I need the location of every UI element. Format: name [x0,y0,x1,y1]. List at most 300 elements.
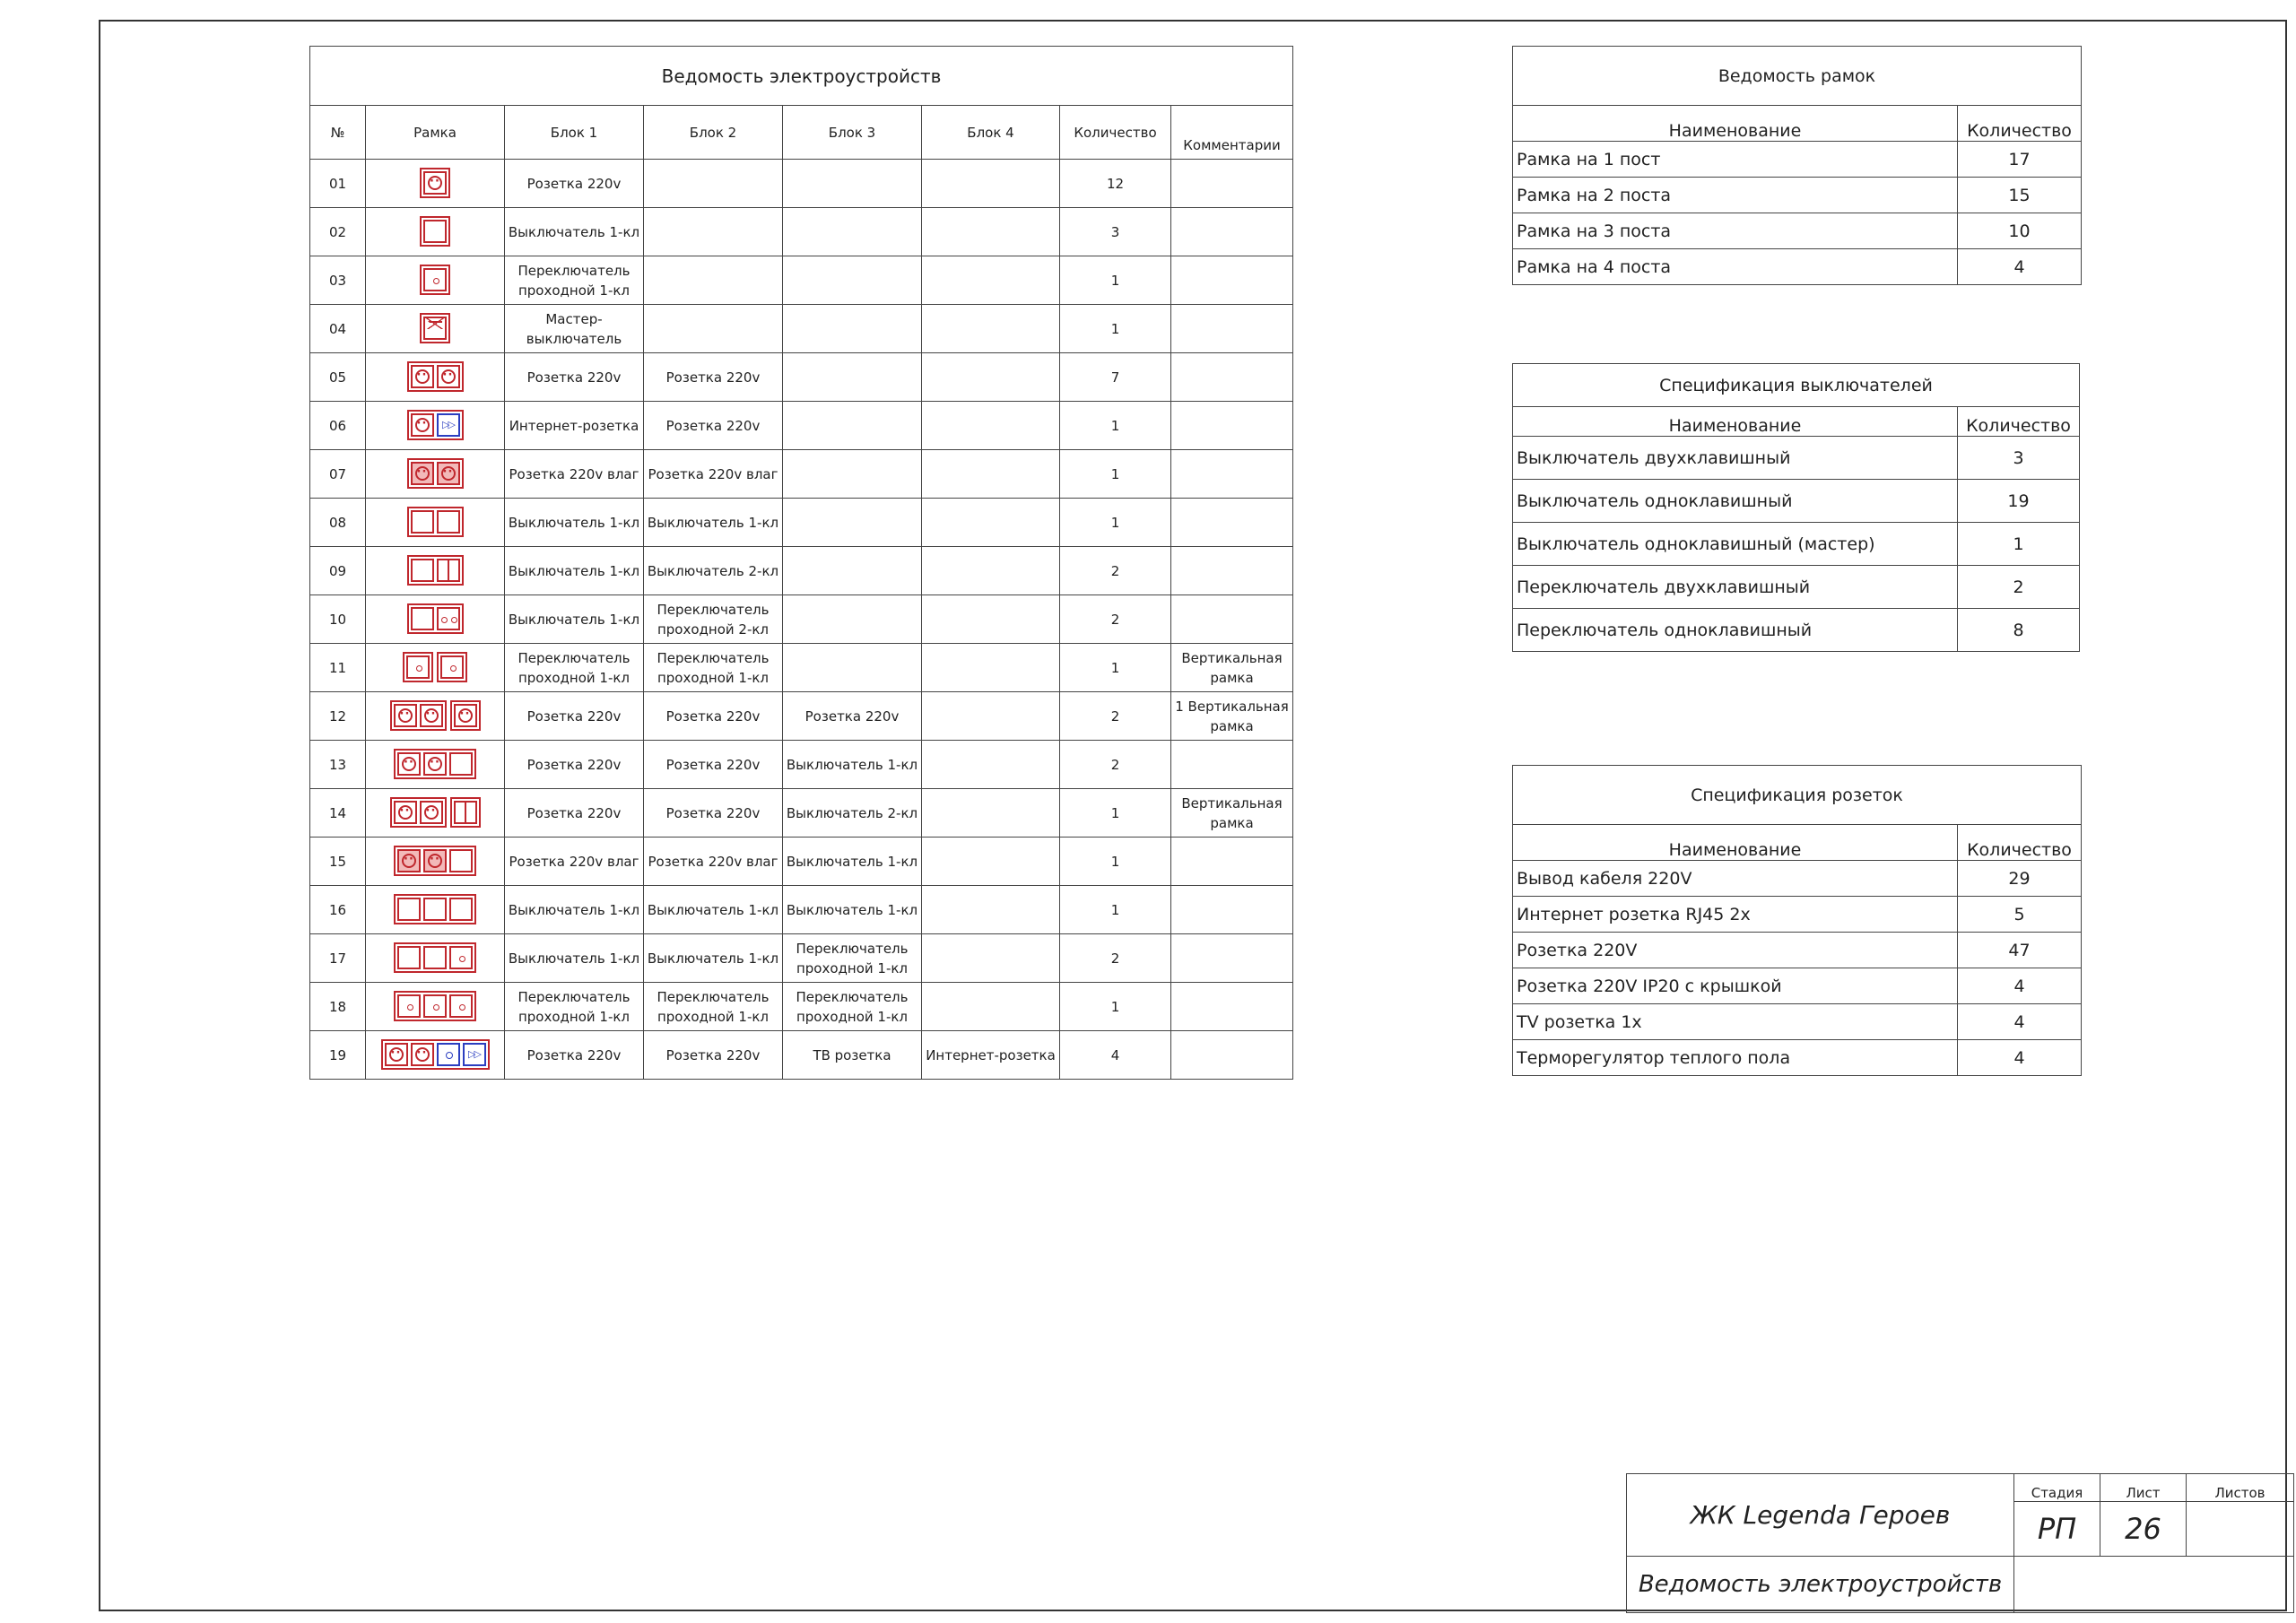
quantity: 1 [1060,402,1171,450]
item-qty: 8 [1958,609,2080,652]
item-name: Рамка на 4 поста [1513,249,1958,285]
comment [1171,305,1293,353]
table-row [1513,861,2082,897]
col-header: Комментарии [1171,106,1293,160]
frame-cell [366,886,505,934]
block-1: Интернет-розетка [505,402,644,450]
quantity: 1 [1060,983,1171,1031]
wet-socket-icon [397,849,421,872]
table-row [310,208,1293,256]
quantity: 1 [1060,305,1171,353]
frame-icon [381,1039,490,1070]
block-3 [783,547,922,595]
block-2: Выключатель 1-кл [644,886,783,934]
block-3 [783,160,922,208]
block-3 [783,402,922,450]
socket-icon [420,801,443,824]
table-row [1513,609,2080,652]
switch-icon [423,946,447,969]
quantity: 3 [1060,208,1171,256]
frame-icon [403,652,433,682]
block-4 [922,402,1060,450]
item-name: Выключатель одноклавишный [1513,480,1958,523]
frame-icon [407,507,464,537]
item-name: Рамка на 2 поста [1513,178,1958,213]
col-header-qty: Количество [1958,825,2082,861]
block-3 [783,305,922,353]
frame-cell [366,499,505,547]
block-3: Выключатель 2-кл [783,789,922,838]
pass-switch-2-icon [437,607,460,630]
frame-cell [366,644,505,692]
sheets-count [2187,1502,2294,1557]
socket-icon [454,704,477,727]
frame-icon [407,410,464,440]
stage-label: Стадия [2014,1474,2100,1502]
item-name: Рамка на 1 пост [1513,142,1958,178]
socket-icon [423,752,447,776]
frame-icon [407,555,464,586]
block-4 [922,838,1060,886]
socket-icon [411,365,434,388]
col-header-name: Наименование [1513,825,1958,861]
block-3: Выключатель 1-кл [783,741,922,789]
block-4 [922,353,1060,402]
block-4 [922,789,1060,838]
quantity: 2 [1060,595,1171,644]
block-2: Розетка 220v влаг [644,450,783,499]
table-row [1513,249,2082,285]
sheet-title: Ведомость электроустройств [1627,1557,2014,1613]
block-1: Выключатель 1-кл [505,208,644,256]
item-qty: 4 [1958,968,2082,1004]
table-row [1513,480,2080,523]
table-row [310,547,1293,595]
block-4 [922,741,1060,789]
table-row [1513,142,2082,178]
pass-switch-icon [406,655,430,679]
row-number: 15 [310,838,366,886]
table-row [1513,437,2080,480]
sockets-table-title: Спецификация розеток [1513,766,2082,825]
table-row [310,595,1293,644]
socket-icon [394,704,417,727]
col-header-qty: Количество [1958,407,2080,437]
item-name: Выключатель одноклавишный (мастер) [1513,523,1958,566]
block-2: Выключатель 1-кл [644,934,783,983]
sockets-table [1512,765,2082,1076]
quantity: 2 [1060,934,1171,983]
item-qty: 10 [1958,213,2082,249]
frame-cell [366,160,505,208]
item-name: Рамка на 3 поста [1513,213,1958,249]
frames-table-title: Ведомость рамок [1513,47,2082,106]
item-qty: 5 [1958,897,2082,933]
switch-2-icon [437,559,460,582]
frame-cell [366,789,505,838]
block-2: Розетка 220v [644,692,783,741]
col-header: Блок 2 [644,106,783,160]
sheet-number: 26 [2100,1502,2187,1557]
block-1: Переключатель проходной 1-кл [505,644,644,692]
comment [1171,983,1293,1031]
block-4 [922,886,1060,934]
tv-socket-icon [437,1043,460,1066]
switch-icon [449,898,473,921]
row-number: 02 [310,208,366,256]
table-row [310,1031,1293,1080]
socket-icon [394,801,417,824]
block-3: Выключатель 1-кл [783,838,922,886]
row-number: 08 [310,499,366,547]
frame-icon [420,313,450,343]
socket-icon [420,704,443,727]
comment: Вертикальная рамка [1171,789,1293,838]
table-row [310,305,1293,353]
row-number: 01 [310,160,366,208]
socket-icon [423,171,447,195]
row-number: 03 [310,256,366,305]
table-row [310,886,1293,934]
devices-table-header [310,106,1293,160]
block-1: Выключатель 1-кл [505,934,644,983]
quantity: 1 [1060,886,1171,934]
block-3: Выключатель 1-кл [783,886,922,934]
table-row [310,256,1293,305]
item-qty: 29 [1958,861,2082,897]
frame-cell [366,934,505,983]
block-2: Розетка 220v [644,1031,783,1080]
switches-table [1512,363,2080,652]
switch-2-icon [454,801,477,824]
block-1: Выключатель 1-кл [505,499,644,547]
block-2 [644,160,783,208]
comment [1171,886,1293,934]
frame-cell [366,402,505,450]
switch-icon [423,220,447,243]
block-4: Интернет-розетка [922,1031,1060,1080]
item-qty: 4 [1958,1004,2082,1040]
table-row [1513,933,2082,968]
block-3: ТВ розетка [783,1031,922,1080]
block-4 [922,547,1060,595]
table-row [310,499,1293,547]
row-number: 10 [310,595,366,644]
block-1: Переключатель проходной 1-кл [505,983,644,1031]
quantity: 1 [1060,499,1171,547]
block-1: Выключатель 1-кл [505,595,644,644]
frame-icon [450,700,481,731]
block-3: Переключатель проходной 1-кл [783,934,922,983]
switch-icon [397,946,421,969]
frame-cell [366,692,505,741]
block-3 [783,595,922,644]
block-3 [783,256,922,305]
comment [1171,547,1293,595]
item-qty: 15 [1958,178,2082,213]
comment [1171,499,1293,547]
table-row [1513,1040,2082,1076]
socket-icon [411,1043,434,1066]
quantity: 2 [1060,741,1171,789]
block-2: Розетка 220v [644,353,783,402]
switch-icon [423,898,447,921]
table-row [1513,178,2082,213]
col-header: Блок 3 [783,106,922,160]
socket-icon [437,365,460,388]
row-number: 06 [310,402,366,450]
frame-icon [407,458,464,489]
frame-cell [366,547,505,595]
block-4 [922,692,1060,741]
block-2: Переключатель проходной 2-кл [644,595,783,644]
block-2 [644,208,783,256]
switch-icon [397,898,421,921]
network-socket-icon [437,413,460,437]
devices-table-title: Ведомость электроустройств [310,47,1293,106]
block-4 [922,499,1060,547]
table-row [310,353,1293,402]
quantity: 1 [1060,644,1171,692]
item-name: Выключатель двухклавишный [1513,437,1958,480]
sheets-label: Листов [2187,1474,2294,1502]
row-number: 19 [310,1031,366,1080]
block-1: Розетка 220v [505,353,644,402]
row-number: 04 [310,305,366,353]
network-socket-icon [463,1043,486,1066]
frame-cell [366,741,505,789]
col-header: Рамка [366,106,505,160]
block-2: Переключатель проходной 1-кл [644,644,783,692]
block-2: Розетка 220v влаг [644,838,783,886]
frame-icon [407,603,464,634]
quantity: 1 [1060,789,1171,838]
comment: 1 Вертикальная рамка [1171,692,1293,741]
block-1: Мастер-выключатель [505,305,644,353]
block-3: Розетка 220v [783,692,922,741]
block-4 [922,160,1060,208]
comment [1171,1031,1293,1080]
item-name: Переключатель одноклавишный [1513,609,1958,652]
quantity: 1 [1060,838,1171,886]
frame-icon [420,265,450,295]
block-2: Переключатель проходной 1-кл [644,983,783,1031]
item-name: Терморегулятор теплого пола [1513,1040,1958,1076]
switch-icon [411,510,434,534]
table-row [310,450,1293,499]
block-3 [783,644,922,692]
pass-switch-icon [449,946,473,969]
quantity: 1 [1060,256,1171,305]
block-1: Розетка 220v влаг [505,838,644,886]
table-row [310,983,1293,1031]
table-row [1513,566,2080,609]
item-qty: 19 [1958,480,2080,523]
frame-cell [366,450,505,499]
block-4 [922,983,1060,1031]
switch-icon [411,559,434,582]
block-2 [644,305,783,353]
stage-value: РП [2014,1502,2100,1557]
table-row [310,160,1293,208]
pass-switch-icon [449,994,473,1018]
title-block [1626,1473,2294,1613]
table-row [1513,1004,2082,1040]
frame-icon [437,652,467,682]
block-2: Выключатель 1-кл [644,499,783,547]
col-header: Блок 1 [505,106,644,160]
switch-icon [437,510,460,534]
comment [1171,450,1293,499]
frames-table [1512,46,2082,285]
col-header: Количество [1060,106,1171,160]
row-number: 12 [310,692,366,741]
item-name: Вывод кабеля 220V [1513,861,1958,897]
frame-icon [407,361,464,392]
item-qty: 4 [1958,249,2082,285]
quantity: 12 [1060,160,1171,208]
block-3 [783,208,922,256]
socket-icon [411,413,434,437]
row-number: 17 [310,934,366,983]
block-3 [783,499,922,547]
frame-cell [366,595,505,644]
devices-table [309,46,1293,1080]
comment [1171,595,1293,644]
row-number: 14 [310,789,366,838]
frame-icon [394,991,476,1021]
block-2: Розетка 220v [644,741,783,789]
item-name: Розетка 220V IP20 с крышкой [1513,968,1958,1004]
block-1: Выключатель 1-кл [505,547,644,595]
block-3: Переключатель проходной 1-кл [783,983,922,1031]
socket-icon [385,1043,408,1066]
master-switch-icon [423,317,447,340]
block-1: Розетка 220v [505,692,644,741]
table-row [1513,897,2082,933]
table-row [310,402,1293,450]
frame-icon [394,749,476,779]
table-row [310,934,1293,983]
block-2 [644,256,783,305]
frame-cell [366,256,505,305]
pass-switch-icon [397,994,421,1018]
table-row [310,644,1293,692]
block-2: Розетка 220v [644,402,783,450]
switches-table-title: Спецификация выключателей [1513,364,2080,407]
block-2: Выключатель 2-кл [644,547,783,595]
pass-switch-icon [423,994,447,1018]
item-qty: 1 [1958,523,2080,566]
col-header-name: Наименование [1513,407,1958,437]
item-qty: 4 [1958,1040,2082,1076]
row-number: 07 [310,450,366,499]
quantity: 1 [1060,450,1171,499]
item-name: TV розетка 1x [1513,1004,1958,1040]
quantity: 4 [1060,1031,1171,1080]
socket-icon [397,752,421,776]
frame-cell [366,1031,505,1080]
wet-socket-icon [423,849,447,872]
comment [1171,160,1293,208]
block-4 [922,934,1060,983]
switch-icon [411,607,434,630]
comment [1171,256,1293,305]
item-qty: 17 [1958,142,2082,178]
block-4 [922,450,1060,499]
frame-icon [394,894,476,924]
quantity: 7 [1060,353,1171,402]
table-row [1513,968,2082,1004]
block-4 [922,305,1060,353]
block-4 [922,644,1060,692]
table-row [310,692,1293,741]
row-number: 18 [310,983,366,1031]
block-1: Розетка 220v [505,160,644,208]
col-header-qty: Количество [1958,106,2082,142]
frame-icon [390,797,447,828]
frame-cell [366,838,505,886]
comment [1171,838,1293,886]
comment [1171,741,1293,789]
block-4 [922,256,1060,305]
block-1: Розетка 220v влаг [505,450,644,499]
row-number: 13 [310,741,366,789]
col-header: № [310,106,366,160]
item-qty: 47 [1958,933,2082,968]
wet-socket-icon [437,462,460,485]
frame-icon [390,700,447,731]
quantity: 2 [1060,547,1171,595]
comment [1171,402,1293,450]
block-4 [922,595,1060,644]
table-row [1513,213,2082,249]
table-row [310,789,1293,838]
table-row [310,838,1293,886]
frame-icon [420,216,450,247]
frame-icon [394,942,476,973]
comment [1171,934,1293,983]
item-qty: 3 [1958,437,2080,480]
block-1: Розетка 220v [505,741,644,789]
item-name: Интернет розетка RJ45 2x [1513,897,1958,933]
switch-icon [449,849,473,872]
sheet-label: Лист [2100,1474,2187,1502]
frame-cell [366,983,505,1031]
block-1: Выключатель 1-кл [505,886,644,934]
comment [1171,208,1293,256]
block-1: Розетка 220v [505,789,644,838]
comment: Вертикальная рамка [1171,644,1293,692]
col-header: Блок 4 [922,106,1060,160]
block-1: Розетка 220v [505,1031,644,1080]
pass-switch-icon [423,268,447,291]
block-1: Переключатель проходной 1-кл [505,256,644,305]
row-number: 11 [310,644,366,692]
frame-icon [450,797,481,828]
block-3 [783,450,922,499]
item-name: Розетка 220V [1513,933,1958,968]
col-header-name: Наименование [1513,106,1958,142]
row-number: 16 [310,886,366,934]
table-row [1513,523,2080,566]
frame-cell [366,305,505,353]
wet-socket-icon [411,462,434,485]
frame-cell [366,208,505,256]
frame-cell [366,353,505,402]
frame-icon [420,168,450,198]
block-2: Розетка 220v [644,789,783,838]
